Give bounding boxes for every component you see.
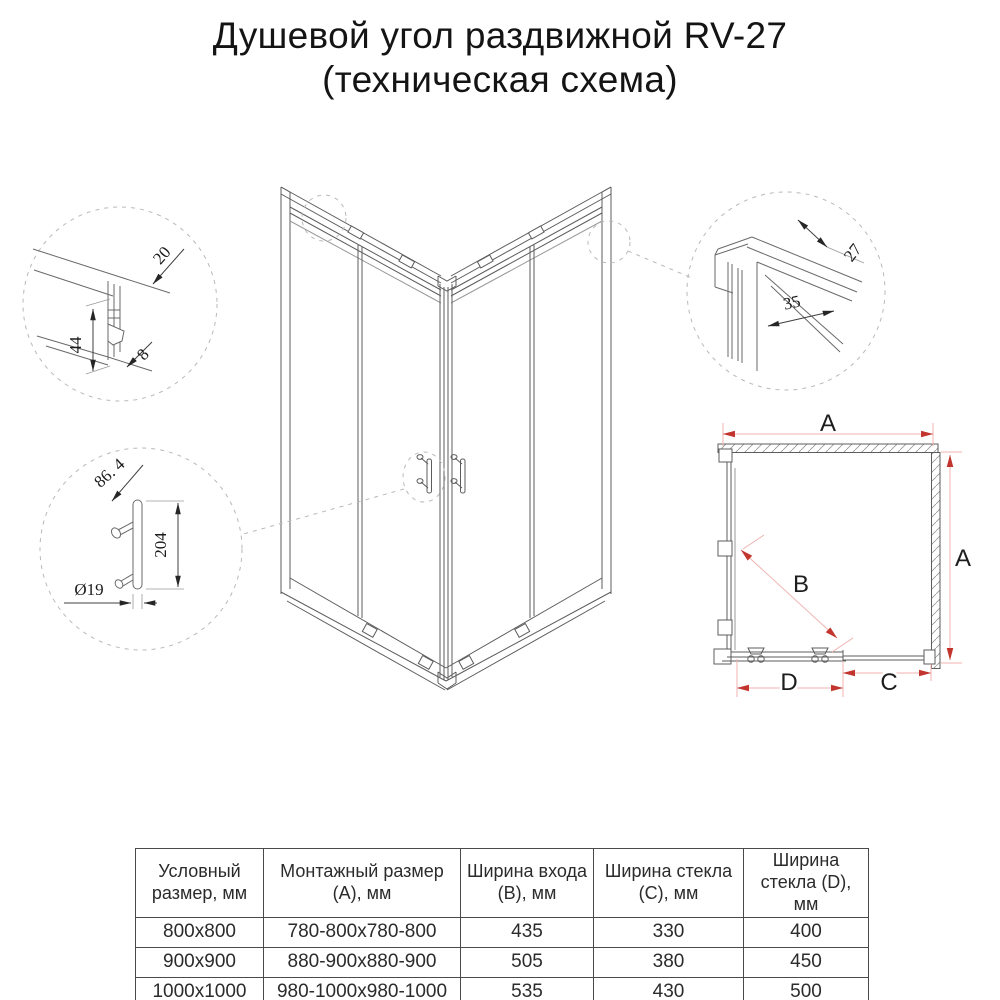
dim-frame-label: 27: [839, 240, 866, 266]
col-header-mounting-size: Монтажный размер (А), мм: [264, 849, 461, 918]
col-header-entry-width: Ширина входа (В), мм: [461, 849, 594, 918]
plan-label-a-top: A: [819, 410, 837, 437]
detail-circle-corner: [687, 192, 885, 390]
page-title-line1: Душевой угол раздвижной RV-27: [212, 15, 788, 56]
table-cell: 330: [594, 917, 744, 947]
size-table: [135, 848, 869, 1000]
col-header-nominal-size: Условный размер, мм: [136, 849, 264, 918]
table-cell: 535: [461, 977, 594, 1000]
dim-reach-label: 86. 4: [90, 454, 129, 492]
magnifier-marks: [240, 195, 692, 535]
dim-line-B: [741, 550, 837, 638]
table-cell: 400: [744, 917, 869, 947]
table-cell: 505: [461, 947, 594, 977]
dim-thickness-label: 8: [132, 344, 153, 364]
left-panel: [281, 187, 446, 690]
table-cell: 1000x1000: [136, 977, 264, 1000]
table-cell: 900x900: [136, 947, 264, 977]
dim-height-label: 44: [66, 336, 85, 354]
page-title-line2: (техническая схема): [322, 58, 678, 100]
plan-label-d: D: [780, 669, 798, 696]
table-cell: 450: [744, 947, 869, 977]
plan-walls: [718, 444, 940, 669]
table-row: [136, 947, 869, 977]
dim-length-label: 204: [151, 532, 170, 558]
col-header-glass-d-width: Ширина стекла (D), мм: [744, 849, 869, 918]
table-row: [136, 977, 869, 1000]
detail-handle-border: [40, 448, 242, 650]
table-row: [136, 917, 869, 947]
table-cell: 780-800x780-800: [264, 917, 461, 947]
detail-circle-handle: [40, 448, 242, 650]
table-cell: 980-1000x980-1000: [264, 977, 461, 1000]
corner-post: [438, 276, 456, 689]
plan-label-c: C: [880, 669, 898, 696]
detail-circle-profile: [23, 207, 217, 401]
door-handles: [417, 455, 465, 493]
table-cell: 430: [594, 977, 744, 1000]
dim-diameter-label: Ø19: [74, 580, 104, 599]
col-header-glass-c-width: Ширина стекла (С), мм: [594, 849, 744, 918]
table-cell: 500: [744, 977, 869, 1000]
table-cell: 880-900x880-900: [264, 947, 461, 977]
table-cell: 435: [461, 917, 594, 947]
plan-label-a-right: A: [954, 545, 972, 572]
plan-view: [714, 410, 971, 697]
main-3d-drawing: [240, 187, 692, 690]
table-cell: 380: [594, 947, 744, 977]
plan-profiles: [714, 449, 935, 664]
dim-wall-gap-label: 35: [781, 291, 803, 314]
dim-depth-label: 20: [149, 242, 175, 269]
size-table-header-row: [136, 849, 869, 918]
plan-label-b: B: [792, 571, 810, 598]
table-cell: 800x800: [136, 917, 264, 947]
right-panel: [446, 187, 611, 690]
